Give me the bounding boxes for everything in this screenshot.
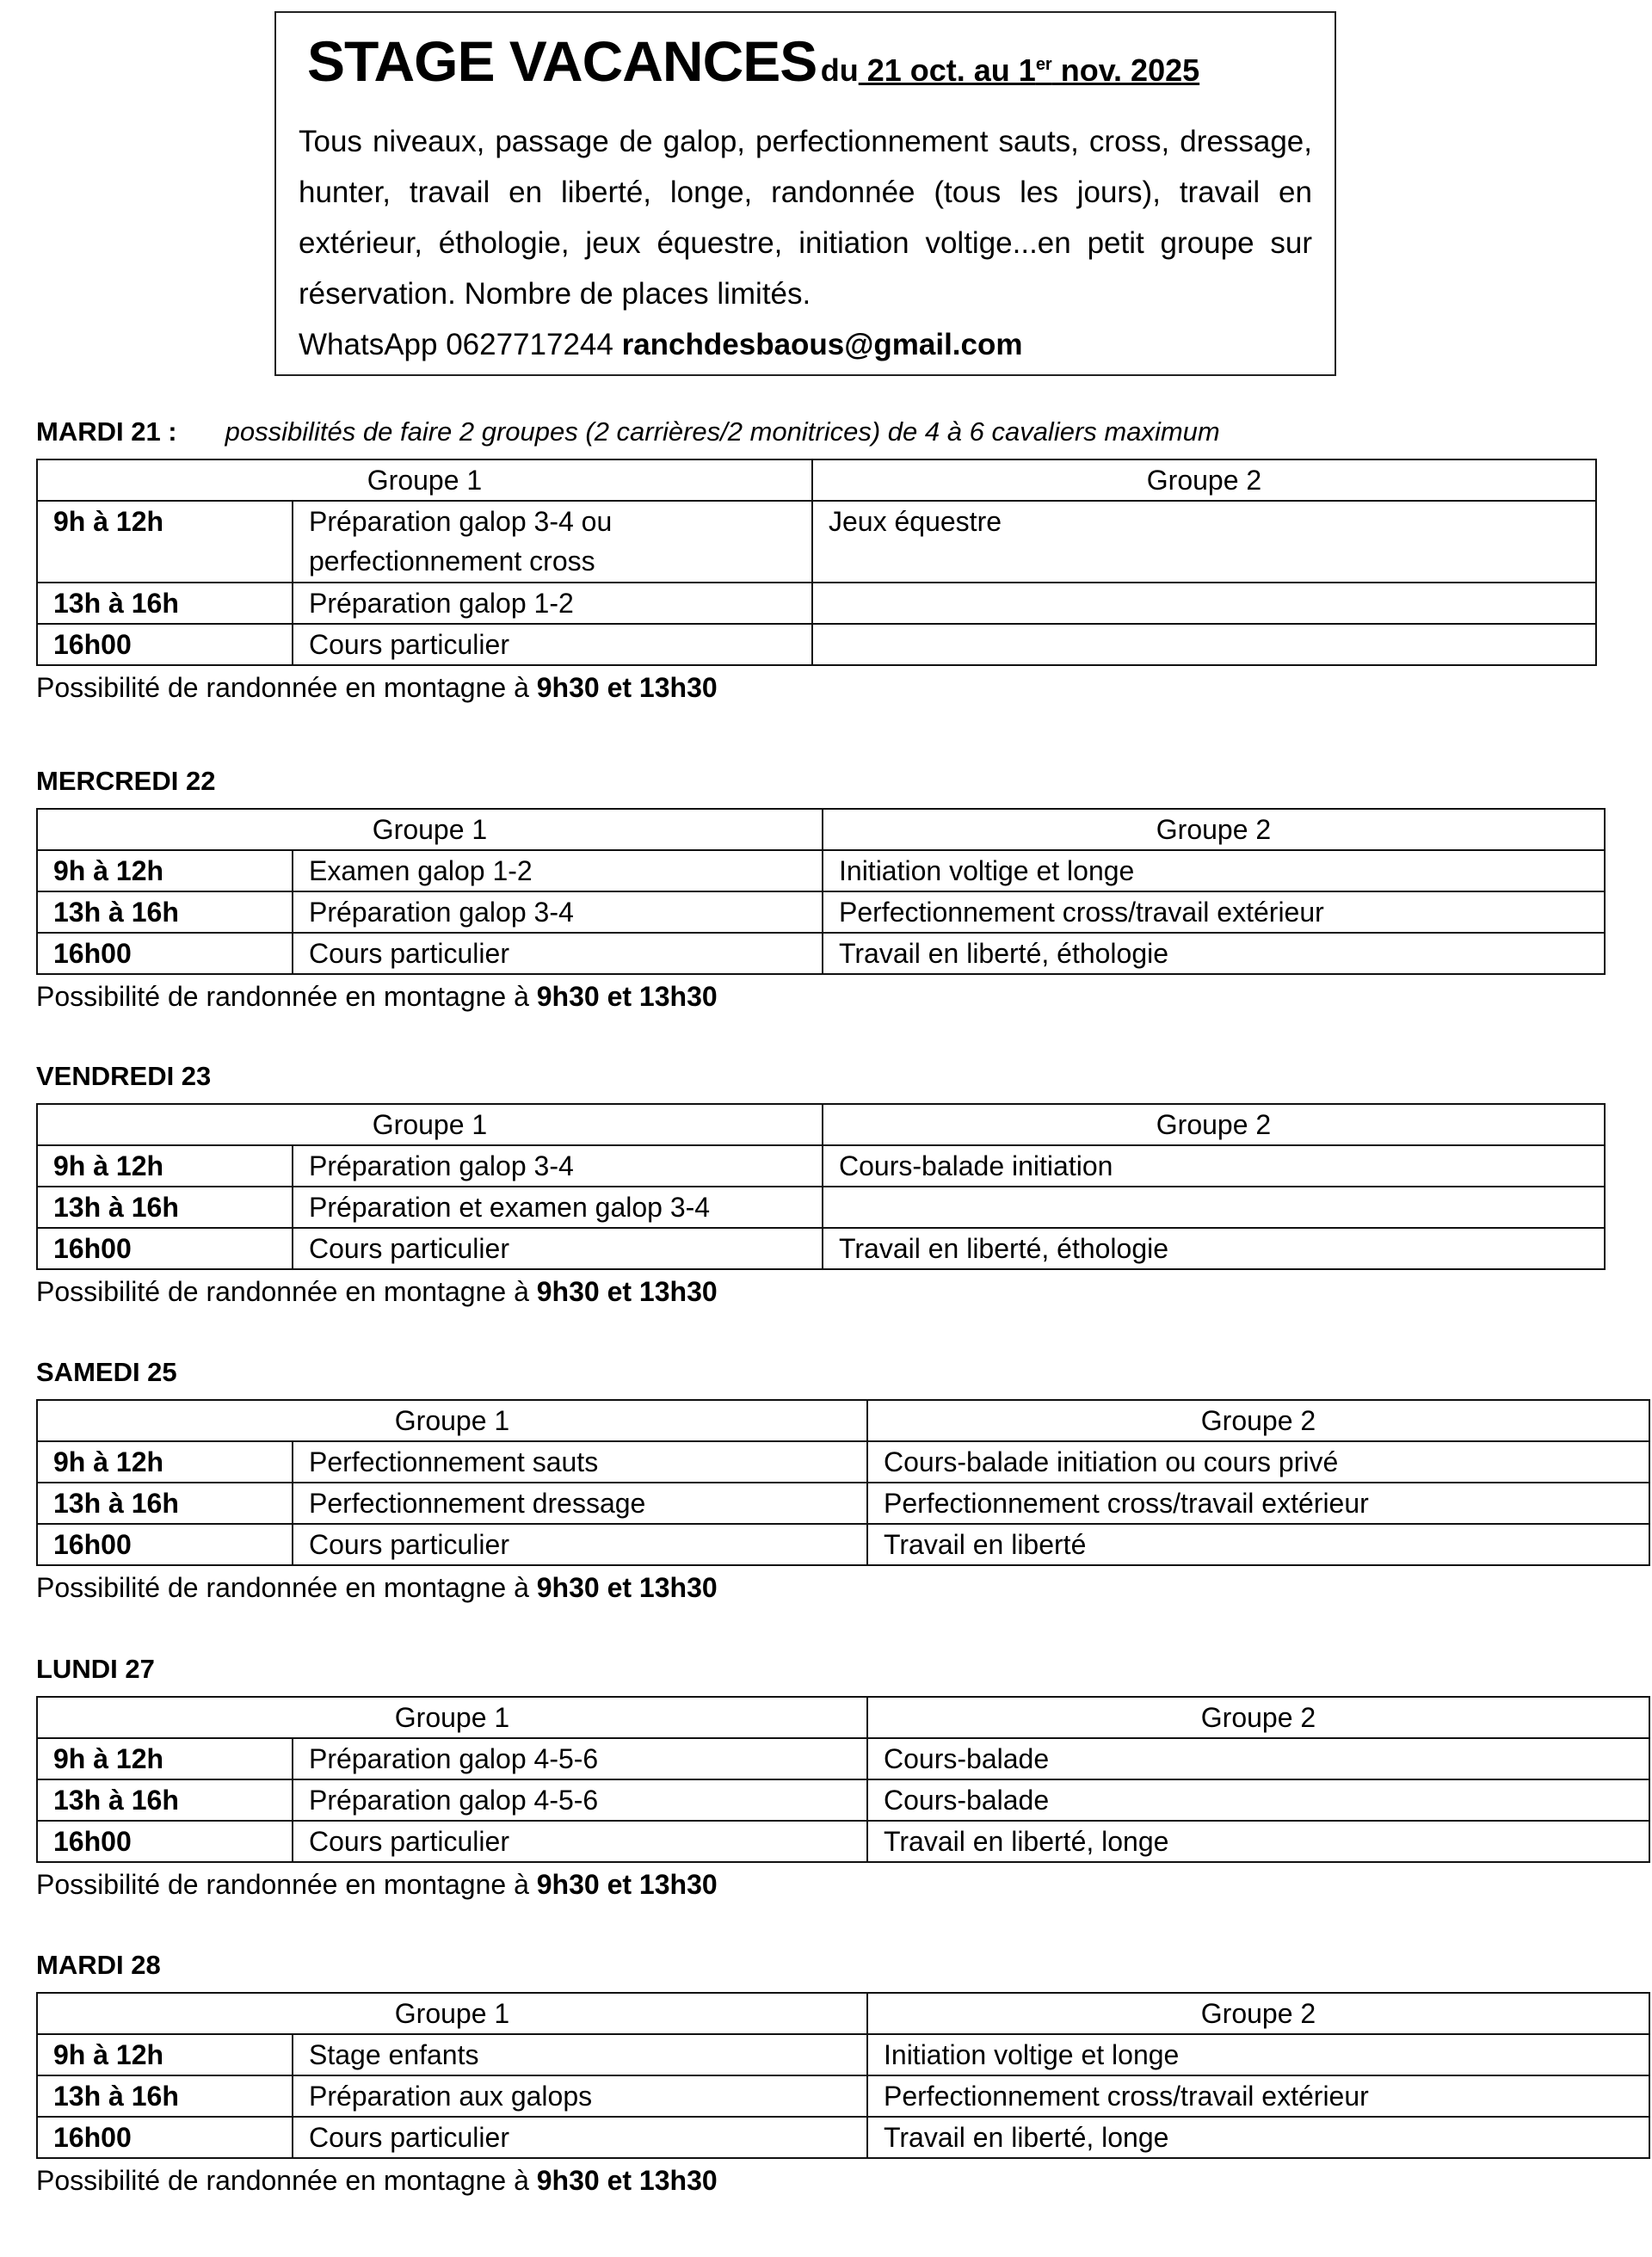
note-text: Possibilité de randonnée en montagne à (36, 1869, 537, 1900)
time-cell: 13h à 16h (37, 1483, 293, 1524)
schedule-table (36, 1696, 1650, 1863)
day-heading (36, 1059, 1606, 1094)
group-2-header: Groupe 2 (867, 1400, 1649, 1441)
description-text: Tous niveaux, passage de galop, perfectionnement sauts, cross, dressage, hunter, travail en liberté, longe, randonnée (tous les jours), travail en extérieur, éthologie, jeux équestre, initiation voltige...en petit groupe sur réservation. Nombre de places limités. (299, 125, 1312, 311)
group-1-cell: Cours particulier (293, 624, 812, 665)
note-text: Possibilité de randonnée en montagne à (36, 1276, 537, 1307)
group-1-cell: Examen galop 1-2 (293, 850, 823, 891)
table-row (37, 1187, 1605, 1228)
day-subtitle: possibilités de faire 2 groupes (2 carrières/2 monitrices) de 4 à 6 cavaliers maximum (225, 416, 1220, 447)
group-1-cell: Préparation galop 1-2 (293, 583, 812, 624)
day-heading (36, 1652, 1650, 1687)
hike-note (36, 2159, 1650, 2200)
table-row (37, 501, 1596, 583)
time-cell: 16h00 (37, 1228, 293, 1269)
note-text: Possibilité de randonnée en montagne à (36, 981, 537, 1012)
table-row (37, 2075, 1649, 2117)
group-1-header: Groupe 1 (37, 1400, 867, 1441)
group-1-cell: Préparation galop 4-5-6 (293, 1738, 867, 1779)
table-header-row (37, 1993, 1649, 2034)
group-2-header: Groupe 2 (867, 1697, 1649, 1738)
schedule-table (36, 1399, 1650, 1566)
schedule-table (36, 808, 1606, 975)
title-date (859, 52, 1199, 88)
day-section (36, 764, 1606, 1016)
group-2-cell: Perfectionnement cross/travail extérieur (823, 891, 1605, 933)
table-row (37, 2034, 1649, 2075)
group-2-cell: Cours-balade initiation ou cours privé (867, 1441, 1649, 1483)
group-2-header: Groupe 2 (867, 1993, 1649, 2034)
time-cell: 13h à 16h (37, 2075, 293, 2117)
group-2-cell: Travail en liberté (867, 1524, 1649, 1565)
group-2-cell: Perfectionnement cross/travail extérieur (867, 2075, 1649, 2117)
schedule-table (36, 1992, 1650, 2159)
group-1-cell: Cours particulier (293, 933, 823, 974)
date-start: 21 oct. au 1 (858, 52, 1036, 88)
group-2-cell (812, 624, 1596, 665)
note-times: 9h30 et 13h30 (536, 981, 718, 1012)
note-times: 9h30 et 13h30 (536, 1276, 718, 1307)
note-times: 9h30 et 13h30 (536, 672, 718, 703)
group-1-cell: Préparation et examen galop 3-4 (293, 1187, 823, 1228)
table-row (37, 583, 1596, 624)
table-row (37, 1483, 1649, 1524)
contact-email[interactable]: ranchdesbaous@gmail.com (621, 328, 1023, 361)
note-text: Possibilité de randonnée en montagne à (36, 2165, 537, 2196)
group-1-cell: Stage enfants (293, 2034, 867, 2075)
group-1-cell: Préparation galop 3-4 (293, 891, 823, 933)
group-1-header: Groupe 1 (37, 809, 823, 850)
group-1-header: Groupe 1 (37, 1993, 867, 2034)
group-1-cell: Préparation galop 4-5-6 (293, 1779, 867, 1821)
group-2-cell: Travail en liberté, longe (867, 1821, 1649, 1862)
title-du: du (820, 52, 859, 88)
table-row (37, 1821, 1649, 1862)
time-cell: 13h à 16h (37, 583, 293, 624)
time-cell: 16h00 (37, 2117, 293, 2158)
day-heading (36, 764, 1606, 799)
hike-note (36, 1566, 1650, 1607)
group-2-cell: Jeux équestre (812, 501, 1596, 583)
description (299, 116, 1312, 370)
time-cell: 16h00 (37, 933, 293, 974)
table-header-row (37, 809, 1605, 850)
hike-note (36, 975, 1606, 1016)
day-label: MARDI 28 (36, 1950, 161, 1980)
day-label: SAMEDI 25 (36, 1357, 177, 1387)
hike-note (36, 1270, 1606, 1311)
time-cell: 9h à 12h (37, 501, 293, 583)
group-2-header: Groupe 2 (823, 809, 1605, 850)
time-cell: 9h à 12h (37, 1145, 293, 1187)
time-cell: 13h à 16h (37, 1779, 293, 1821)
group-2-cell (823, 1187, 1605, 1228)
group-1-cell: Cours particulier (293, 1228, 823, 1269)
day-label: VENDREDI 23 (36, 1061, 212, 1091)
group-1-cell: Cours particulier (293, 1821, 867, 1862)
group-2-header: Groupe 2 (823, 1104, 1605, 1145)
title-text: STAGE VACANCES (307, 29, 817, 93)
day-section (36, 1059, 1606, 1311)
day-label: LUNDI 27 (36, 1654, 155, 1684)
day-section (36, 1948, 1650, 2200)
day-heading (36, 415, 1597, 449)
time-cell: 9h à 12h (37, 2034, 293, 2075)
table-header-row (37, 1104, 1605, 1145)
group-1-cell: Perfectionnement sauts (293, 1441, 867, 1483)
table-header-row (37, 1400, 1649, 1441)
group-2-cell: Travail en liberté, éthologie (823, 1228, 1605, 1269)
time-cell: 13h à 16h (37, 1187, 293, 1228)
date-end: nov. 2025 (1051, 52, 1200, 88)
table-row (37, 1524, 1649, 1565)
day-section (36, 1652, 1650, 1904)
contact-phone: WhatsApp 0627717244 (299, 328, 622, 361)
time-cell: 9h à 12h (37, 1738, 293, 1779)
table-row (37, 624, 1596, 665)
table-row (37, 1145, 1605, 1187)
day-section (36, 415, 1597, 707)
hike-note (36, 666, 1597, 707)
group-2-cell: Travail en liberté, longe (867, 2117, 1649, 2158)
table-header-row (37, 459, 1596, 501)
group-1-cell: Préparation aux galops (293, 2075, 867, 2117)
group-2-cell: Initiation voltige et longe (823, 850, 1605, 891)
table-header-row (37, 1697, 1649, 1738)
group-2-cell: Cours-balade initiation (823, 1145, 1605, 1187)
time-cell: 16h00 (37, 624, 293, 665)
time-cell: 9h à 12h (37, 1441, 293, 1483)
group-1-cell: Perfectionnement dressage (293, 1483, 867, 1524)
group-2-cell: Cours-balade (867, 1779, 1649, 1821)
group-2-cell: Perfectionnement cross/travail extérieur (867, 1483, 1649, 1524)
table-row (37, 850, 1605, 891)
note-text: Possibilité de randonnée en montagne à (36, 672, 537, 703)
group-2-cell: Initiation voltige et longe (867, 2034, 1649, 2075)
note-times: 9h30 et 13h30 (536, 1869, 718, 1900)
day-heading (36, 1948, 1650, 1983)
page-title (307, 28, 1199, 94)
group-1-header: Groupe 1 (37, 1697, 867, 1738)
group-1-cell: Cours particulier (293, 1524, 867, 1565)
table-row (37, 891, 1605, 933)
schedule-table (36, 459, 1597, 666)
day-label: MARDI 21 : (36, 416, 177, 447)
note-text: Possibilité de randonnée en montagne à (36, 1572, 537, 1603)
schedule-table (36, 1103, 1606, 1270)
group-2-header: Groupe 2 (812, 459, 1596, 501)
group-2-cell: Cours-balade (867, 1738, 1649, 1779)
time-cell: 9h à 12h (37, 850, 293, 891)
time-cell: 16h00 (37, 1821, 293, 1862)
group-2-cell (812, 583, 1596, 624)
time-cell: 16h00 (37, 1524, 293, 1565)
table-row (37, 1441, 1649, 1483)
table-row (37, 1228, 1605, 1269)
day-label: MERCREDI 22 (36, 766, 216, 796)
group-1-cell: Préparation galop 3-4 (293, 1145, 823, 1187)
group-1-header: Groupe 1 (37, 1104, 823, 1145)
table-row (37, 1738, 1649, 1779)
group-1-cell: Préparation galop 3-4 ou perfectionnement cross (293, 501, 812, 583)
date-sup: er (1035, 55, 1052, 74)
table-row (37, 2117, 1649, 2158)
note-times: 9h30 et 13h30 (536, 2165, 718, 2196)
table-row (37, 1779, 1649, 1821)
day-heading (36, 1355, 1650, 1390)
table-row (37, 933, 1605, 974)
day-section (36, 1355, 1650, 1607)
header-box (274, 11, 1336, 376)
group-2-cell: Travail en liberté, éthologie (823, 933, 1605, 974)
time-cell: 13h à 16h (37, 891, 293, 933)
group-1-cell: Cours particulier (293, 2117, 867, 2158)
hike-note (36, 1863, 1650, 1904)
note-times: 9h30 et 13h30 (536, 1572, 718, 1603)
group-1-header: Groupe 1 (37, 459, 812, 501)
